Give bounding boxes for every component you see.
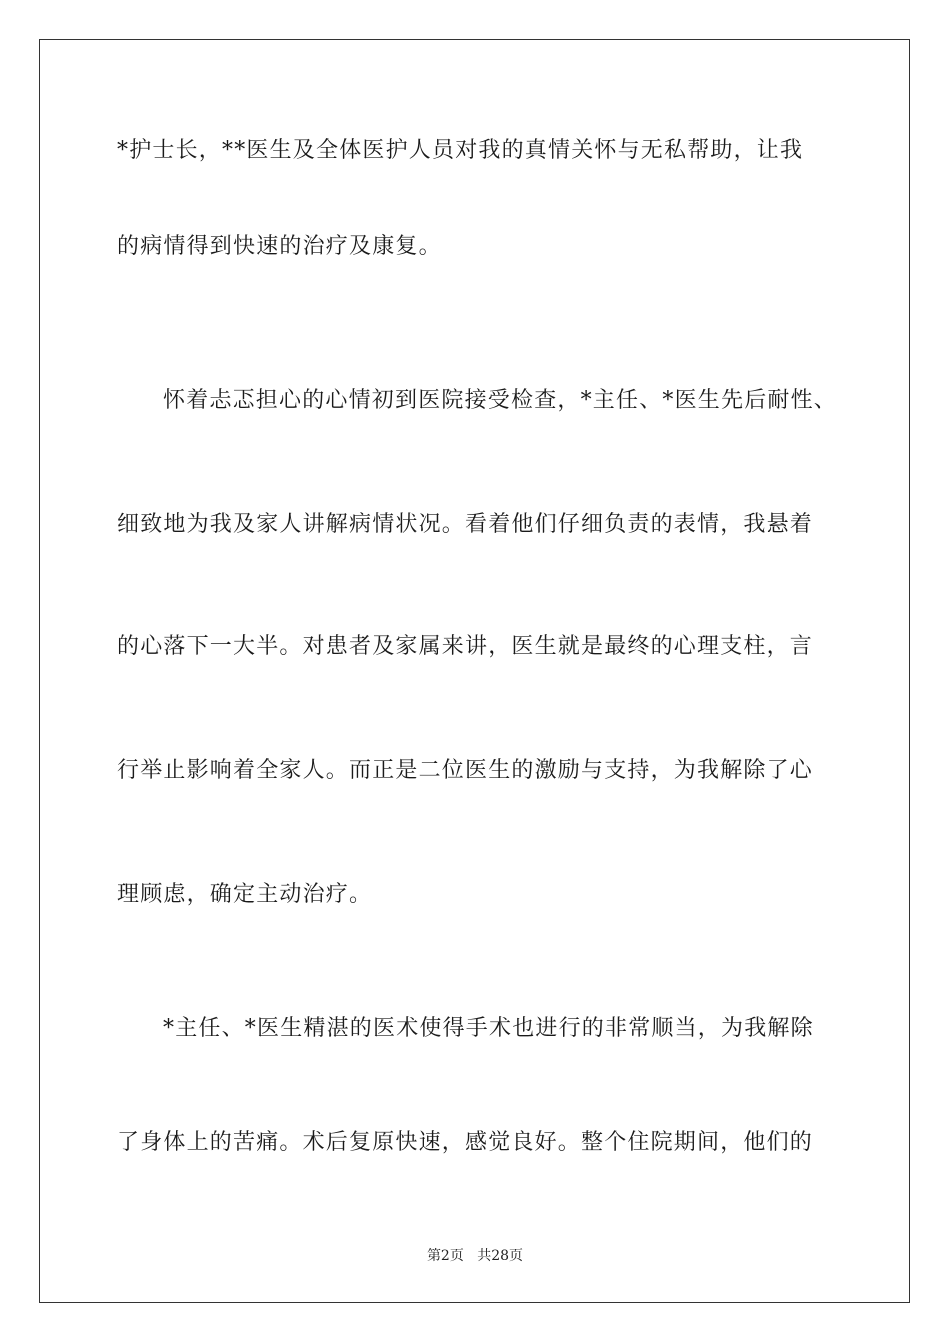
page-number: 第2页: [426, 1248, 464, 1264]
body-text-line: 的心落下一大半。对患者及家属来讲，医生就是最终的心理支柱，言: [117, 634, 814, 659]
body-text-line: 理顾虑，确定主动治疗。: [117, 882, 373, 907]
body-text-line: 了身体上的苦痛。术后复原快速，感觉良好。整个住院期间，他们的: [117, 1130, 814, 1155]
page-footer: [0, 1246, 950, 1266]
body-text-line: *主任、*医生精湛的医术使得手术也进行的非常顺当，为我解除: [163, 1016, 814, 1041]
body-text-line: 怀着忐忑担心的心情初到医院接受检查，*主任、*医生先后耐性、: [163, 388, 838, 413]
body-text-line: 的病情得到快速的治疗及康复。: [117, 234, 442, 259]
page-total: 共28页: [477, 1248, 524, 1264]
body-text-line: 行举止影响着全家人。而正是二位医生的激励与支持，为我解除了心: [117, 758, 814, 783]
body-text-line: *护士长，**医生及全体医护人员对我的真情关怀与无私帮助，让我: [117, 138, 804, 163]
body-text-line: 细致地为我及家人讲解病情状况。看着他们仔细负责的表情，我悬着: [117, 512, 814, 537]
page-frame: [39, 39, 910, 1303]
